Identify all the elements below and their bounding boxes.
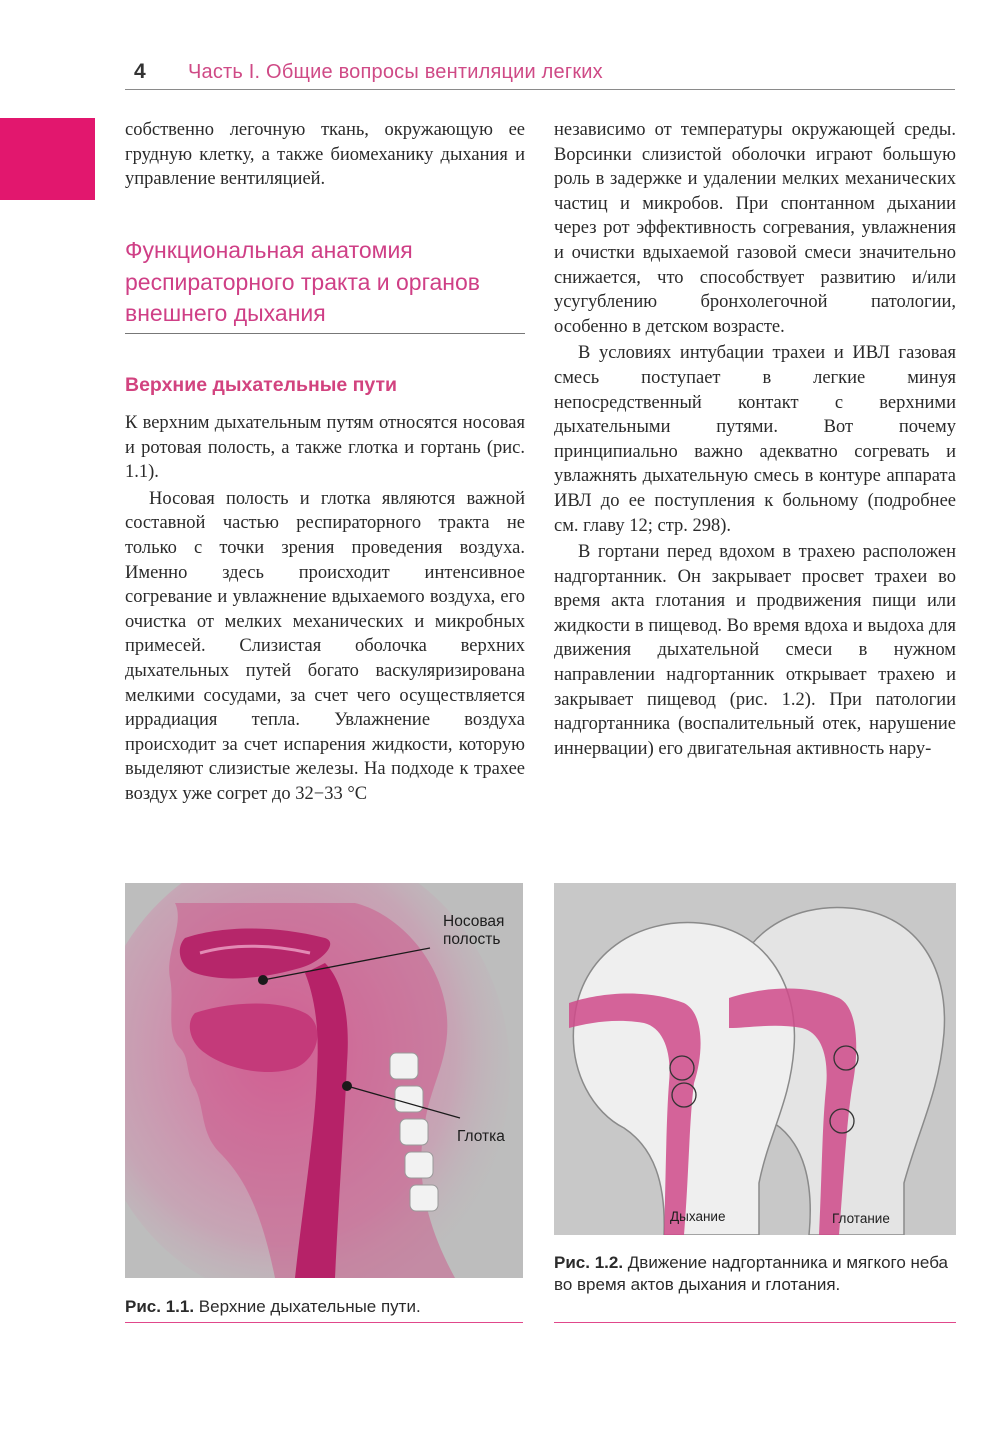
figure1-caption-text: Верхние дыхательные пути. <box>198 1297 421 1316</box>
figure1-caption-number: Рис. 1.1. <box>125 1297 195 1316</box>
header-rule <box>125 89 955 90</box>
section-rule <box>125 333 525 334</box>
figure1-caption-rule <box>125 1322 523 1323</box>
epiglottis-illustration <box>554 883 956 1235</box>
running-head: Часть I. Общие вопросы вентиляции легких <box>188 61 603 83</box>
left-column-intro <box>125 118 525 192</box>
body-paragraph: В гортани перед вдохом в трахею расположен надгортанник. Он закрывает просвет трахеи во время акта глотания и продвижения пищи или жидкости в пищевод. Во время вдоха и выдоха для движения дыхательной смеси в нужном направлении надгортанник открывает трахею и закрывает пищевод (рис. 1.2). При патологии надгортанника (воспалительный отек, нарушение иннервации) его двигательная активность нару- <box>554 542 956 759</box>
page-number: 4 <box>134 60 146 83</box>
right-column-body <box>554 118 956 761</box>
figure1-caption <box>125 1296 525 1318</box>
label-nasal-cavity: Носовая полость <box>443 913 505 948</box>
label-swallowing: Глотание <box>832 1211 890 1226</box>
left-column-body <box>125 411 525 807</box>
label-pharynx: Глотка <box>457 1128 505 1145</box>
figure-upper-airways <box>125 883 523 1278</box>
figure2-caption <box>554 1252 954 1295</box>
subsection-title: Верхние дыхательные пути <box>125 374 398 396</box>
label-breathing: Дыхание <box>670 1209 726 1224</box>
body-paragraph: независимо от температуры окружающей среды. Ворсинки слизистой оболочки играют большую роль в задержке и удалении мелких механических частиц и микробов. При спонтанном дыхании через рот эффективность согревания, увлажнения и очистки вдыхаемой газовой смеси значительно снижается, что способствует развитию и/или усугублению бронхолегочной патологии, особенно в детском возрасте. <box>554 120 956 337</box>
figure2-caption-number: Рис. 1.2. <box>554 1253 624 1272</box>
figure-epiglottis-movement <box>554 883 956 1235</box>
section-title: Функциональная анатомия респираторного тракта и органов внешнего дыхания <box>125 237 480 326</box>
body-paragraph: В условиях интубации трахеи и ИВЛ газовая смесь поступает в легкие минуя непосредственный контакт с верхними дыхательными путями. Вот почему принципиально важно адекватно согревать и увлажнять дыхательную смесь в контуре аппарата ИВЛ до ее поступления к больному (подробнее см. главу 12; стр. 298). <box>554 343 956 536</box>
body-paragraph: К верхним дыхательным путям относятся носовая и ротовая полость, а также глотка и гортань (рис. 1.1). <box>125 413 525 483</box>
figure2-caption-rule <box>554 1322 956 1323</box>
intro-paragraph: собственно легочную ткань, окружающую ее грудную клетку, а также биомеханику дыхания и управление вентиляцией. <box>125 120 525 190</box>
body-paragraph: Носовая полость и глотка являются важной составной частью респираторного тракта не только с точки зрения проведения воздуха. Именно здесь происходит интенсивное согревание и увлажнение вдыхаемого воздуха, его очистка от мелких механических и микробных примесей. Слизистая оболочка верхних дыхательных путей богато васкуляризирована мелкими сосудами, за счет чего осуществляется иррадиация тепла. Увлажнение воздуха происходит за счет испарения жидкости, которую выделяют слизистые железы. На подходе к трахее воздух уже согрет до 32−33 °С <box>125 488 525 804</box>
figure2-caption-text: Движение надгортанника и мягкого неба во время актов дыхания и глотания. <box>554 1253 949 1294</box>
chapter-thumb-tab <box>0 118 95 200</box>
